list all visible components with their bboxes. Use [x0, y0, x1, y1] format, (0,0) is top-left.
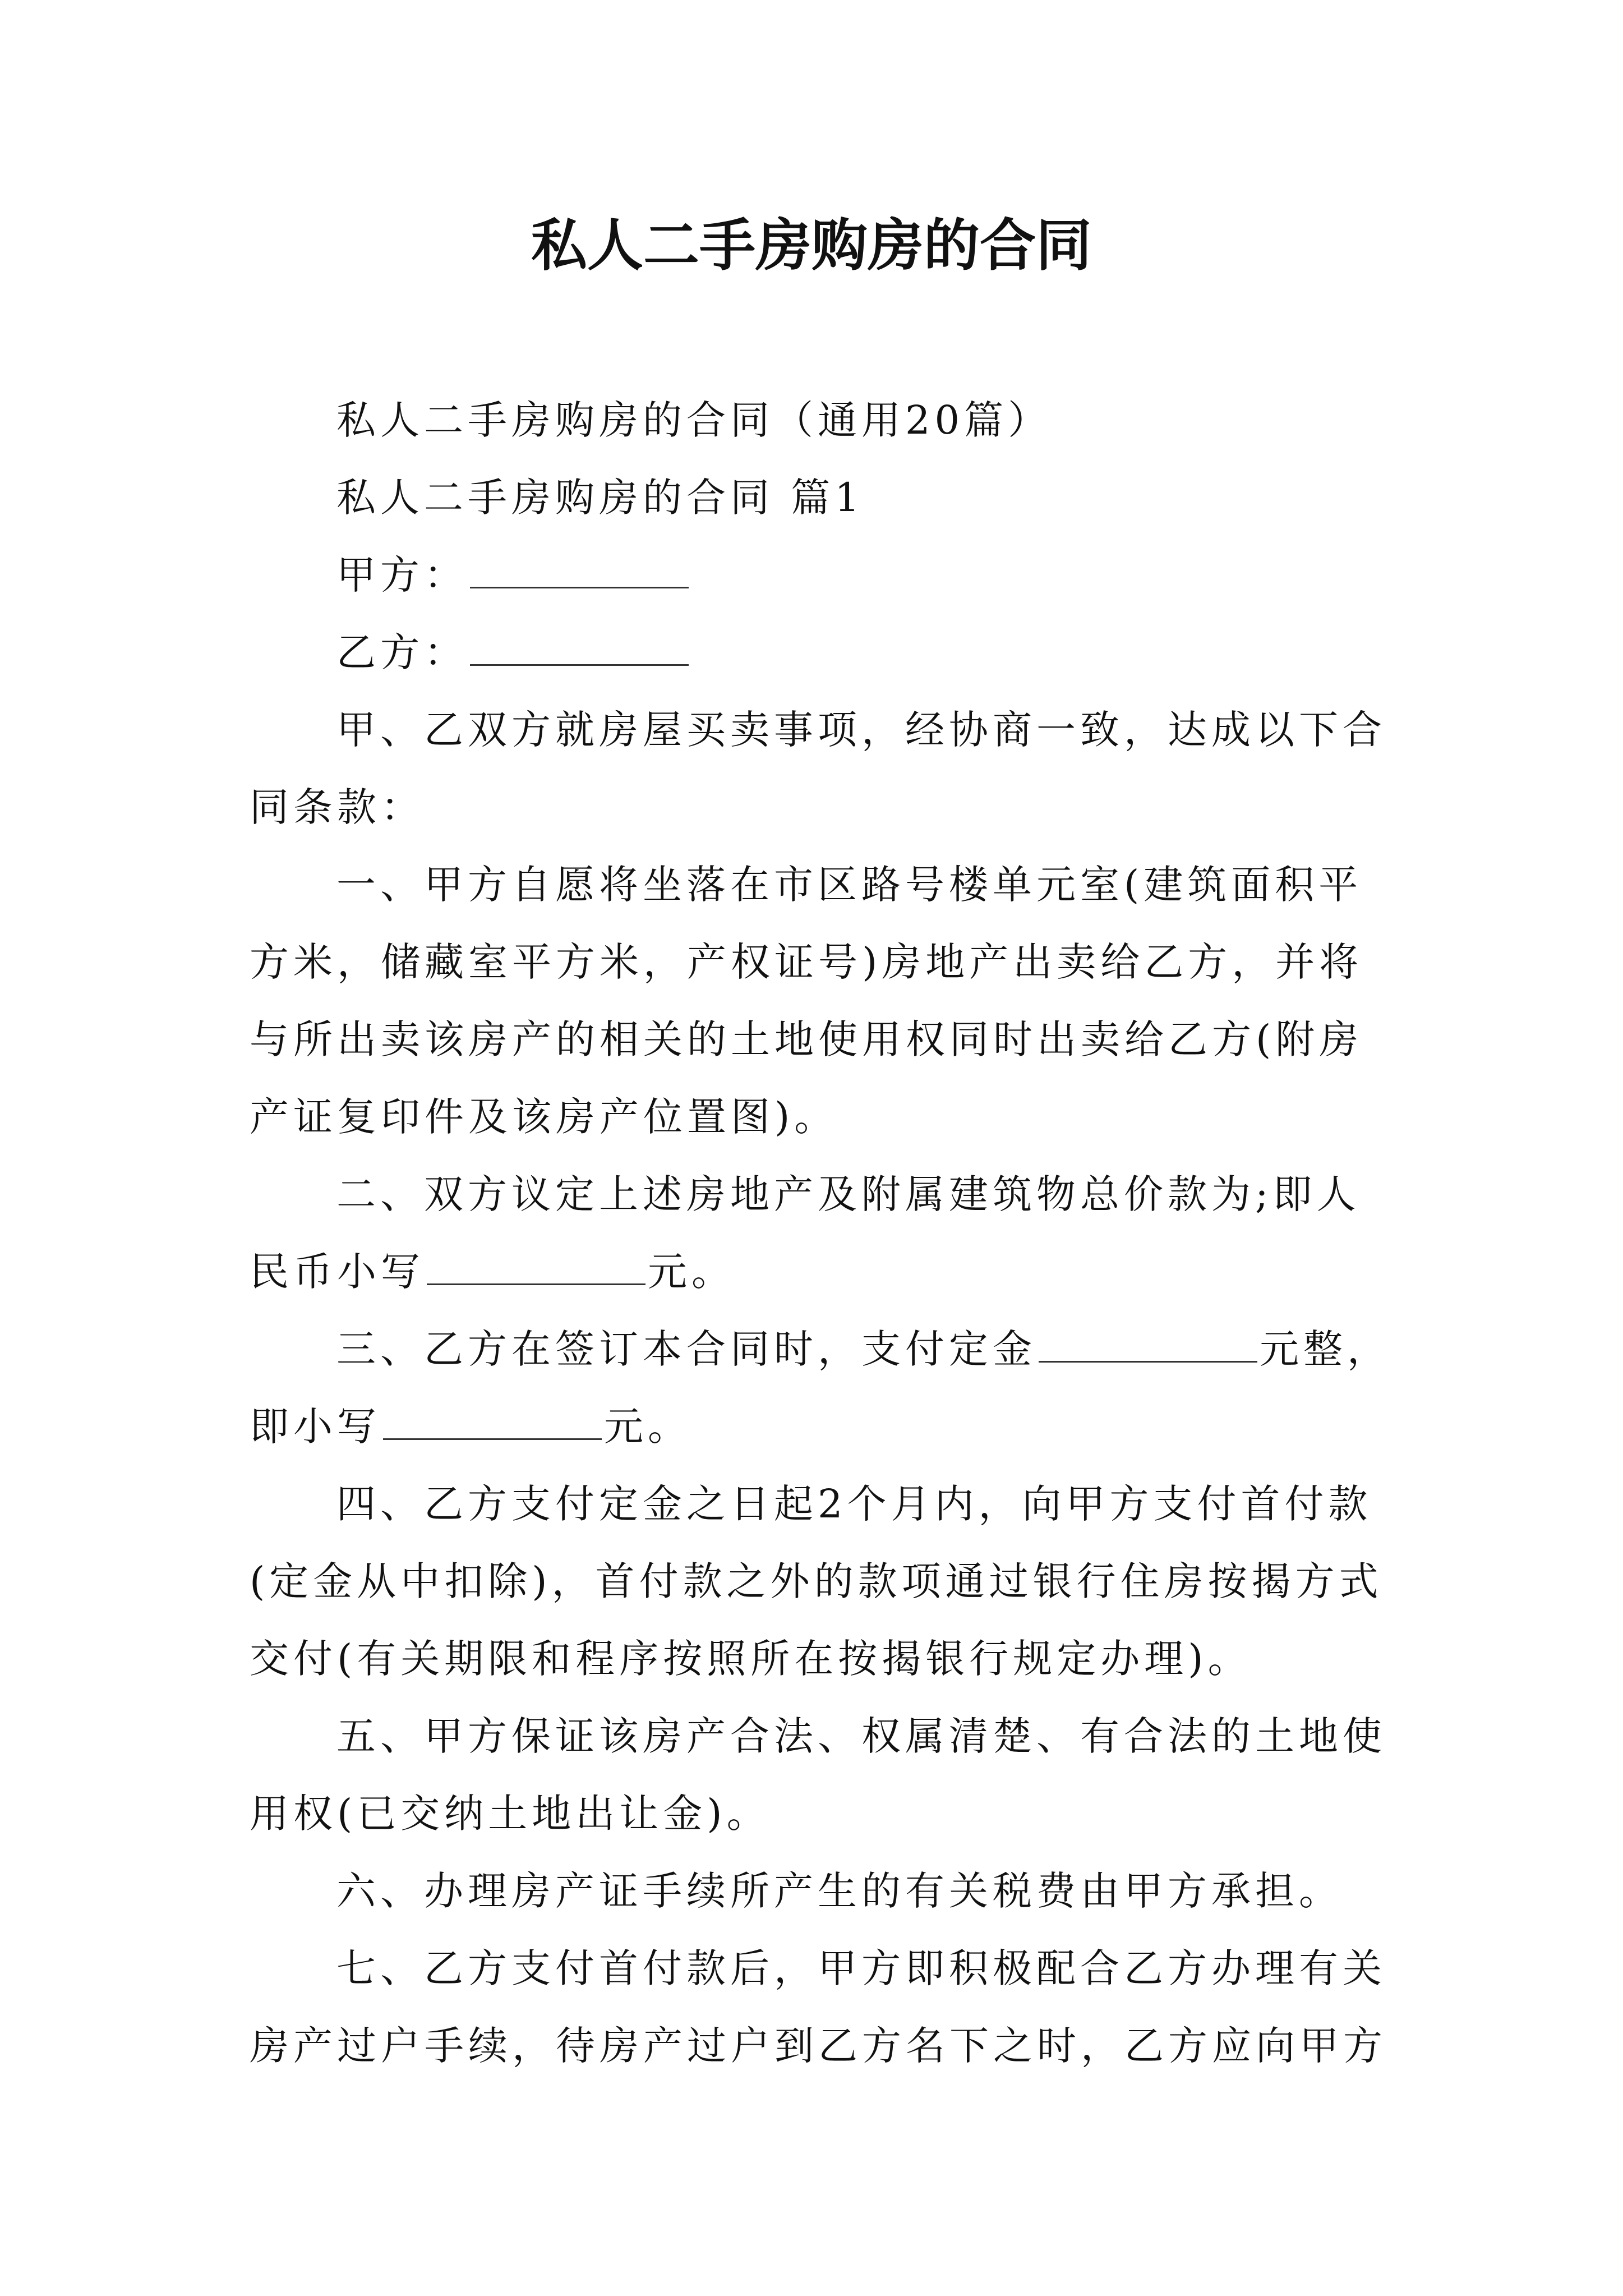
paragraph-line: (定金从中扣除)，首付款之外的款项通过银行住房按揭方式 [250, 1558, 1383, 1604]
paragraph-line: 产证复印件及该房产位置图)。 [250, 1094, 838, 1140]
paragraph-line: 五、甲方保证该房产合法、权属清楚、有合法的土地使 [336, 1713, 1386, 1759]
text-segment: 元整， [1260, 1326, 1391, 1372]
paragraph-line: 六、办理房产证手续所产生的有关税费由甲方承担。 [336, 1868, 1343, 1914]
paragraph-line [250, 1310, 1391, 1388]
party-b-blank [470, 625, 689, 666]
party-a-line [250, 536, 1388, 614]
paragraph-line: 房产过户手续，待房产过户到乙方名下之时，乙方应向甲方 [250, 2023, 1387, 2069]
paragraph-line: 甲、乙双方就房屋买卖事项，经协商一致，达成以下合 [336, 707, 1386, 753]
subtitle: 私人二手房购房的合同（通用20篇） [336, 397, 1052, 443]
party-b-label: 乙方： [336, 629, 468, 675]
paragraph-line: 二、双方议定上述房地产及附属建筑物总价款为;即人 [336, 1171, 1361, 1217]
text-segment: 元。 [604, 1404, 691, 1450]
deposit-amount-blank [383, 1399, 602, 1440]
paragraph-line [250, 1388, 1388, 1465]
paragraph-line: 与所出卖该房产的相关的土地使用权同时出卖给乙方(附房 [250, 1016, 1363, 1062]
section-heading: 私人二手房购房的合同 篇1 [336, 475, 864, 521]
paragraph-line: 交付(有关期限和程序按照所在按揭银行规定办理)。 [250, 1636, 1252, 1682]
text-segment: 三、乙方在签订本合同时，支付定金 [336, 1326, 1036, 1372]
paragraph-line: 同条款： [250, 784, 425, 830]
paragraph-line: 四、乙方支付定金之日起2个月内，向甲方支付首付款 [336, 1481, 1372, 1527]
text-segment: 即小写 [250, 1404, 381, 1450]
party-a-label: 甲方： [336, 552, 468, 598]
text-segment: 民币小写 [250, 1249, 425, 1295]
document-title: 私人二手房购房的合同 [531, 213, 1092, 278]
party-a-blank [470, 547, 689, 588]
party-b-line [250, 614, 1388, 691]
paragraph-line: 用权(已交纳土地出让金)。 [250, 1791, 771, 1837]
paragraph-line [250, 1233, 1388, 1310]
deposit-blank [1039, 1322, 1257, 1363]
amount-blank [427, 1244, 645, 1285]
paragraph-line: 一、甲方自愿将坐落在市区路号楼单元室(建筑面积平 [336, 862, 1363, 908]
document-body [250, 381, 1391, 2085]
paragraph-line: 方米，储藏室平方米，产权证号)房地产出卖给乙方，并将 [250, 939, 1363, 985]
paragraph-line: 七、乙方支付首付款后，甲方即积极配合乙方办理有关 [336, 1945, 1386, 1991]
text-segment: 元。 [648, 1249, 735, 1295]
